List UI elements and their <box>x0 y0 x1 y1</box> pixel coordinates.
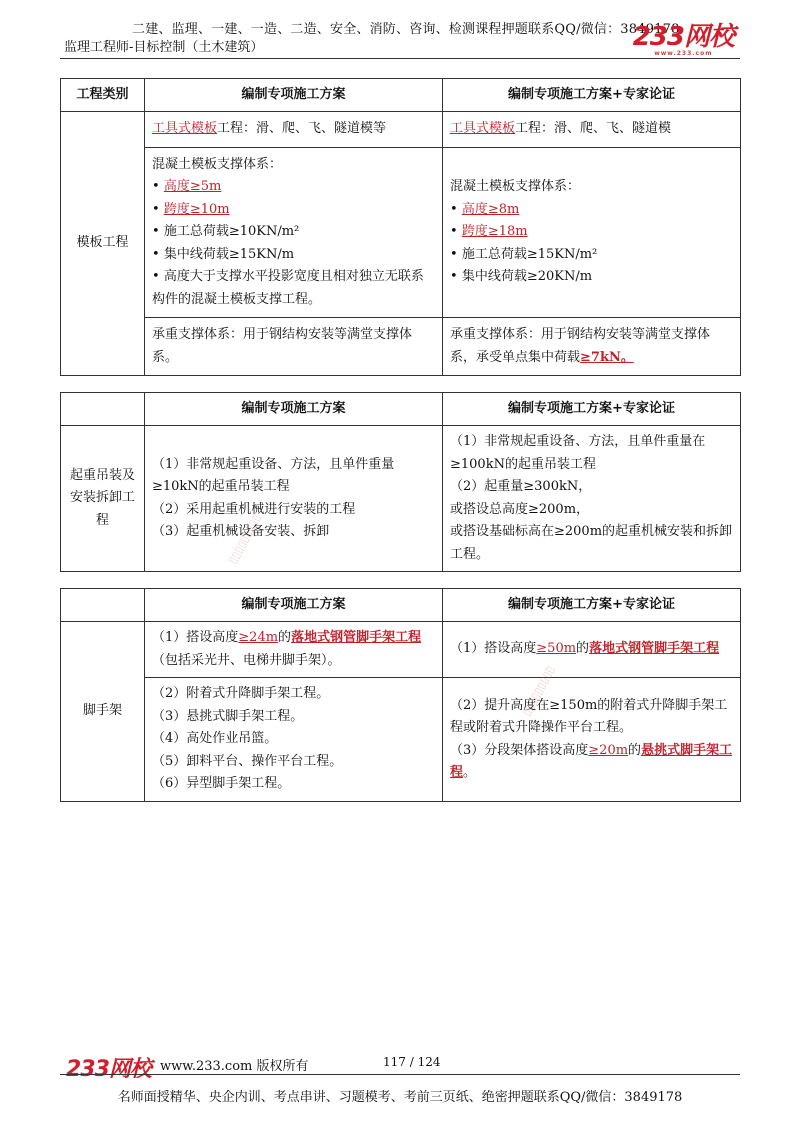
watermark-stamp: ▯▯▯▯▯▯▯▯▯ <box>226 511 264 567</box>
col-header-category: 工程类别 <box>61 79 145 112</box>
formwork-support-right: 承重支撑体系：用于钢结构安装等满堂支撑体系，承受单点集中荷载≥7kN。 <box>443 318 741 376</box>
scaffold-ground-left: （1）搭设高度≥24m的落地式钢管脚手架工程（包括采光井、电梯井脚手架）。 <box>145 622 443 678</box>
lifting-right: （1）非常规起重设备、方法，且单件重量在≥100kN的起重吊装工程 （2）起重量≥300kN， 或搭设总高度≥200m， 或搭设基础标高在≥200m的起重机械安装和拆卸工程。 <box>443 426 741 572</box>
scaffold-other-right: （2）提升高度在≥150m的附着式升降脚手架工程或附着式升降操作平台工程。 （3）分段架体搭设高度≥20m的悬挑式脚手架工程。 <box>443 678 741 802</box>
formwork-tool-right: 工具式模板工程：滑、爬、飞、隧道模 <box>443 112 741 148</box>
formwork-support-left: 承重支撑体系：用于钢结构安装等满堂支撑体系。 <box>145 318 443 376</box>
col-header-plan-expert: 编制专项施工方案+专家论证 <box>443 79 741 112</box>
formwork-tool-left: 工具式模板工程：滑、爬、飞、隧道模等 <box>145 112 443 148</box>
footer-logo: 233网校 <box>66 1057 151 1082</box>
col-header-plan: 编制专项施工方案 <box>145 589 443 622</box>
col-header-plan: 编制专项施工方案 <box>145 393 443 426</box>
formwork-concrete-right: 混凝土模板支撑体系： • 高度≥8m • 跨度≥18m • 施工总荷载≥15KN/m² • 集中线荷载≥20KN/m <box>443 148 741 318</box>
header-contact-line: 二建、监理、一建、一造、二造、安全、消防、咨询、检测课程押题联系QQ/微信：3849178 <box>132 22 680 37</box>
formwork-concrete-left: 混凝土模板支撑体系： • 高度≥5m • 跨度≥10m • 施工总荷载≥10KN/m² • 集中线荷载≥15KN/m • 高度大于支撑水平投影宽度且相对独立无联系构件的混凝土模板支撑工程。 <box>145 148 443 318</box>
lifting-left: （1）非常规起重设备、方法，且单件重量≥10kN的起重吊装工程 （2）采用起重机械进行安装的工程 （3）起重机械设备安装、拆卸 <box>145 426 443 572</box>
page-number: 117 / 124 <box>383 1055 441 1069</box>
watermark-stamp: ▯▯▯▯▯▯▯▯▯ <box>520 663 558 719</box>
col-header-plan-expert: 编制专项施工方案+专家论证 <box>443 589 741 622</box>
col-header-plan: 编制专项施工方案 <box>145 79 443 112</box>
col-header-plan-expert: 编制专项施工方案+专家论证 <box>443 393 741 426</box>
header-logo-text: 233网校 <box>632 22 734 52</box>
category-formwork: 模板工程 <box>61 112 145 376</box>
lifting-table <box>60 392 741 572</box>
footer-divider <box>60 1074 740 1075</box>
category-scaffold: 脚手架 <box>61 622 145 802</box>
footer-contact-line: 名师面授精华、央企内训、考点串讲、习题模考、考前三页纸、绝密押题联系QQ/微信：3849178 <box>117 1090 683 1105</box>
scaffold-table <box>60 588 741 802</box>
header-logo <box>633 16 734 57</box>
scaffold-ground-right: （1）搭设高度≥50m的落地式钢管脚手架工程 <box>443 622 741 678</box>
scaffold-other-left: （2）附着式升降脚手架工程。 （3）悬挑式脚手架工程。 （4）高处作业吊篮。 （5）卸料平台、操作平台工程。 （6）异型脚手架工程。 <box>145 678 443 802</box>
category-lifting: 起重吊装及安装拆卸工程 <box>61 426 145 572</box>
header-subtitle: 监理工程师-目标控制（土木建筑） <box>64 40 264 55</box>
header-logo-sub: www.233.com <box>654 50 713 57</box>
formwork-table <box>60 78 741 376</box>
footer-copyright: www.233.com 版权所有 <box>160 1059 309 1074</box>
header-divider <box>60 58 740 59</box>
